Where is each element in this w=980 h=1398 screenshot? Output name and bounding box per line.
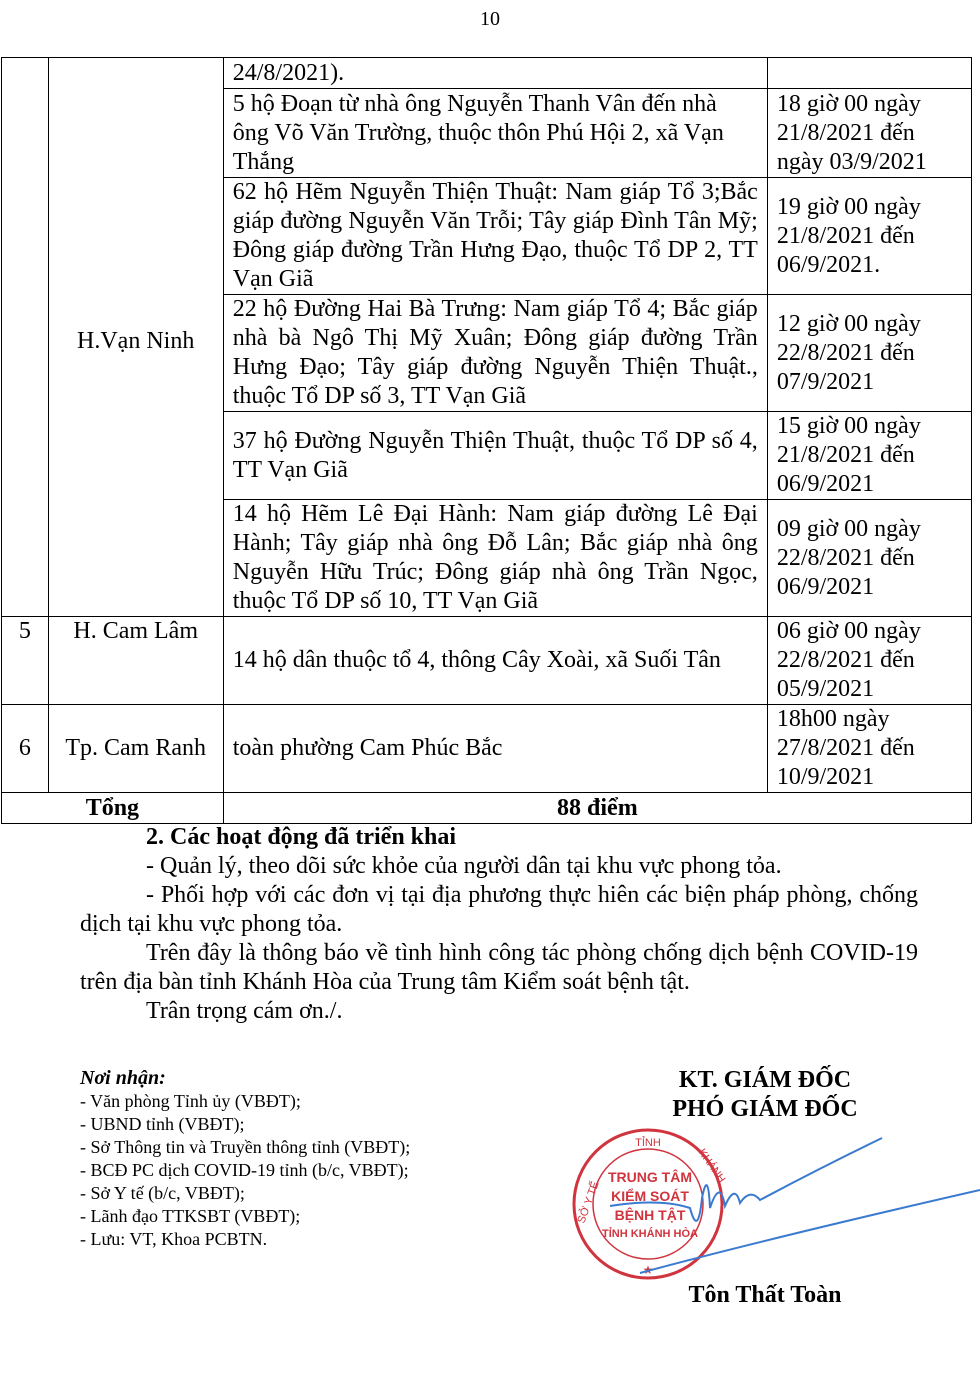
recipient-item: - Sở Y tế (b/c, VBĐT); (80, 1183, 245, 1203)
time-cell: 15 giờ 00 ngày 21/8/2021 đến 06/9/2021 (767, 412, 971, 500)
row-number: 6 (2, 705, 49, 793)
page-number: 10 (480, 8, 500, 30)
recipients (80, 1067, 410, 1251)
recipient-item: - Lãnh đạo TTKSBT (VBĐT); (80, 1206, 301, 1226)
row-number (2, 58, 49, 617)
district-cell: Tp. Cam Ranh (48, 705, 223, 793)
svg-text:TỈNH: TỈNH (635, 1137, 661, 1149)
area-cell: 14 hộ dân thuộc tổ 4, thông Cây Xoài, xã Suối Tân (223, 617, 767, 705)
area-cell: toàn phường Cam Phúc Bắc (223, 705, 767, 793)
svg-text:BỆNH TẬT: BỆNH TẬT (614, 1207, 686, 1223)
area-cell: 24/8/2021). (223, 58, 767, 89)
recipient-item: - BCĐ PC dịch COVID-19 tỉnh (b/c, VBĐT); (80, 1160, 409, 1180)
signature-title (600, 1066, 930, 1124)
area-cell: 22 hộ Đường Hai Bà Trưng: Nam giáp Tổ 4; Bắc giáp nhà bà Ngô Thị Mỹ Xuân; Đông giáp đường Trần Hưng Đạo; Tây giáp đường Nguyễn Thiện Thuật., thuộc Tổ DP số 3, TT Vạn Giã (223, 295, 767, 412)
time-cell: 19 giờ 00 ngày 21/8/2021 đến 06/9/2021. (767, 178, 971, 295)
row-number: 5 (2, 617, 49, 705)
time-cell (767, 58, 971, 89)
total-row (2, 793, 972, 824)
recipients-title: Nơi nhận: (80, 1067, 166, 1089)
section-heading: 2. Các hoạt động đã triển khai (146, 824, 457, 850)
paragraph: Trân trọng cám ơn./. (146, 998, 343, 1024)
area-cell: 14 hộ Hẽm Lê Đại Hành: Nam giáp đường Lê Đại Hành; Tây giáp nhà ông Đỗ Lân; Bắc giáp nhà ông Nguyễn Hữu Trúc; Đông giáp nhà ông Trần Ngọc, thuộc Tổ DP số 10, TT Vạn Giã (223, 500, 767, 617)
svg-text:TỈNH KHÁNH HÒA: TỈNH KHÁNH HÒA (602, 1228, 698, 1240)
svg-text:KHÁNH: KHÁNH (695, 1146, 728, 1186)
recipient-item: - Sở Thông tin và Truyền thông tỉnh (VBĐT); (80, 1137, 411, 1157)
area-cell: 62 hộ Hẽm Nguyễn Thiện Thuật: Nam giáp Tổ 3;Bắc giáp đường Nguyễn Văn Trỗi; Tây giáp Đình Tân Mỹ; Đông giáp đường Trần Hưng Đạo, thuộc Tổ DP 2, TT Vạn Giã (223, 178, 767, 295)
time-cell: 18 giờ 00 ngày 21/8/2021 đến ngày 03/9/2021 (767, 89, 971, 178)
time-cell: 12 giờ 00 ngày 22/8/2021 đến 07/9/2021 (767, 295, 971, 412)
svg-text:SỞ Y TẾ: SỞ Y TẾ (575, 1179, 602, 1226)
recipient-item: - Lưu: VT, Khoa PCBTN. (80, 1229, 268, 1249)
signature-line2: PHÓ GIÁM ĐỐC (672, 1096, 858, 1122)
signer-name: Tôn Thất Toàn (688, 1282, 842, 1308)
table-row (2, 617, 972, 705)
area-cell: 37 hộ Đường Nguyễn Thiện Thuật, thuộc Tổ DP số 4, TT Vạn Giã (223, 412, 767, 500)
activities-section (80, 823, 918, 1026)
time-cell: 18h00 ngày 27/8/2021 đến 10/9/2021 (767, 705, 971, 793)
paragraph: - Phối hợp với các đơn vị tại địa phương thực hiên các biện pháp phòng, chống dịch tại khu vực phong tỏa. (80, 882, 918, 937)
svg-text:KIỂM SOÁT: KIỂM SOÁT (611, 1188, 689, 1204)
district-cell: H.Vạn Ninh (48, 58, 223, 617)
official-stamp-icon (570, 1128, 980, 1288)
paragraph: Trên đây là thông báo về tình hình công tác phòng chống dịch bệnh COVID-19 trên địa bàn tỉnh Khánh Hòa của Trung tâm Kiểm soát bệnh tật. (80, 940, 918, 995)
recipient-item: - Văn phòng Tỉnh ủy (VBĐT); (80, 1091, 301, 1111)
lockdown-table (1, 57, 972, 824)
total-value: 88 điểm (223, 793, 971, 824)
district-cell: H. Cam Lâm (48, 617, 223, 705)
svg-text:★: ★ (642, 1263, 654, 1277)
time-cell: 09 giờ 00 ngày 22/8/2021 đến 06/9/2021 (767, 500, 971, 617)
paragraph: - Quản lý, theo dõi sức khỏe của người dân tại khu vực phong tỏa. (146, 853, 782, 879)
table-row (2, 705, 972, 793)
table-row (2, 58, 972, 89)
recipient-item: - UBND tỉnh (VBĐT); (80, 1114, 245, 1134)
svg-text:TRUNG TÂM: TRUNG TÂM (608, 1169, 692, 1185)
total-label: Tổng (2, 793, 224, 824)
signature-line1: KT. GIÁM ĐỐC (678, 1067, 852, 1093)
area-cell: 5 hộ Đoạn từ nhà ông Nguyễn Thanh Vân đến nhà ông Võ Văn Trường, thuộc thôn Phú Hội 2, xã Vạn Thắng (223, 89, 767, 178)
time-cell: 06 giờ 00 ngày 22/8/2021 đến 05/9/2021 (767, 617, 971, 705)
